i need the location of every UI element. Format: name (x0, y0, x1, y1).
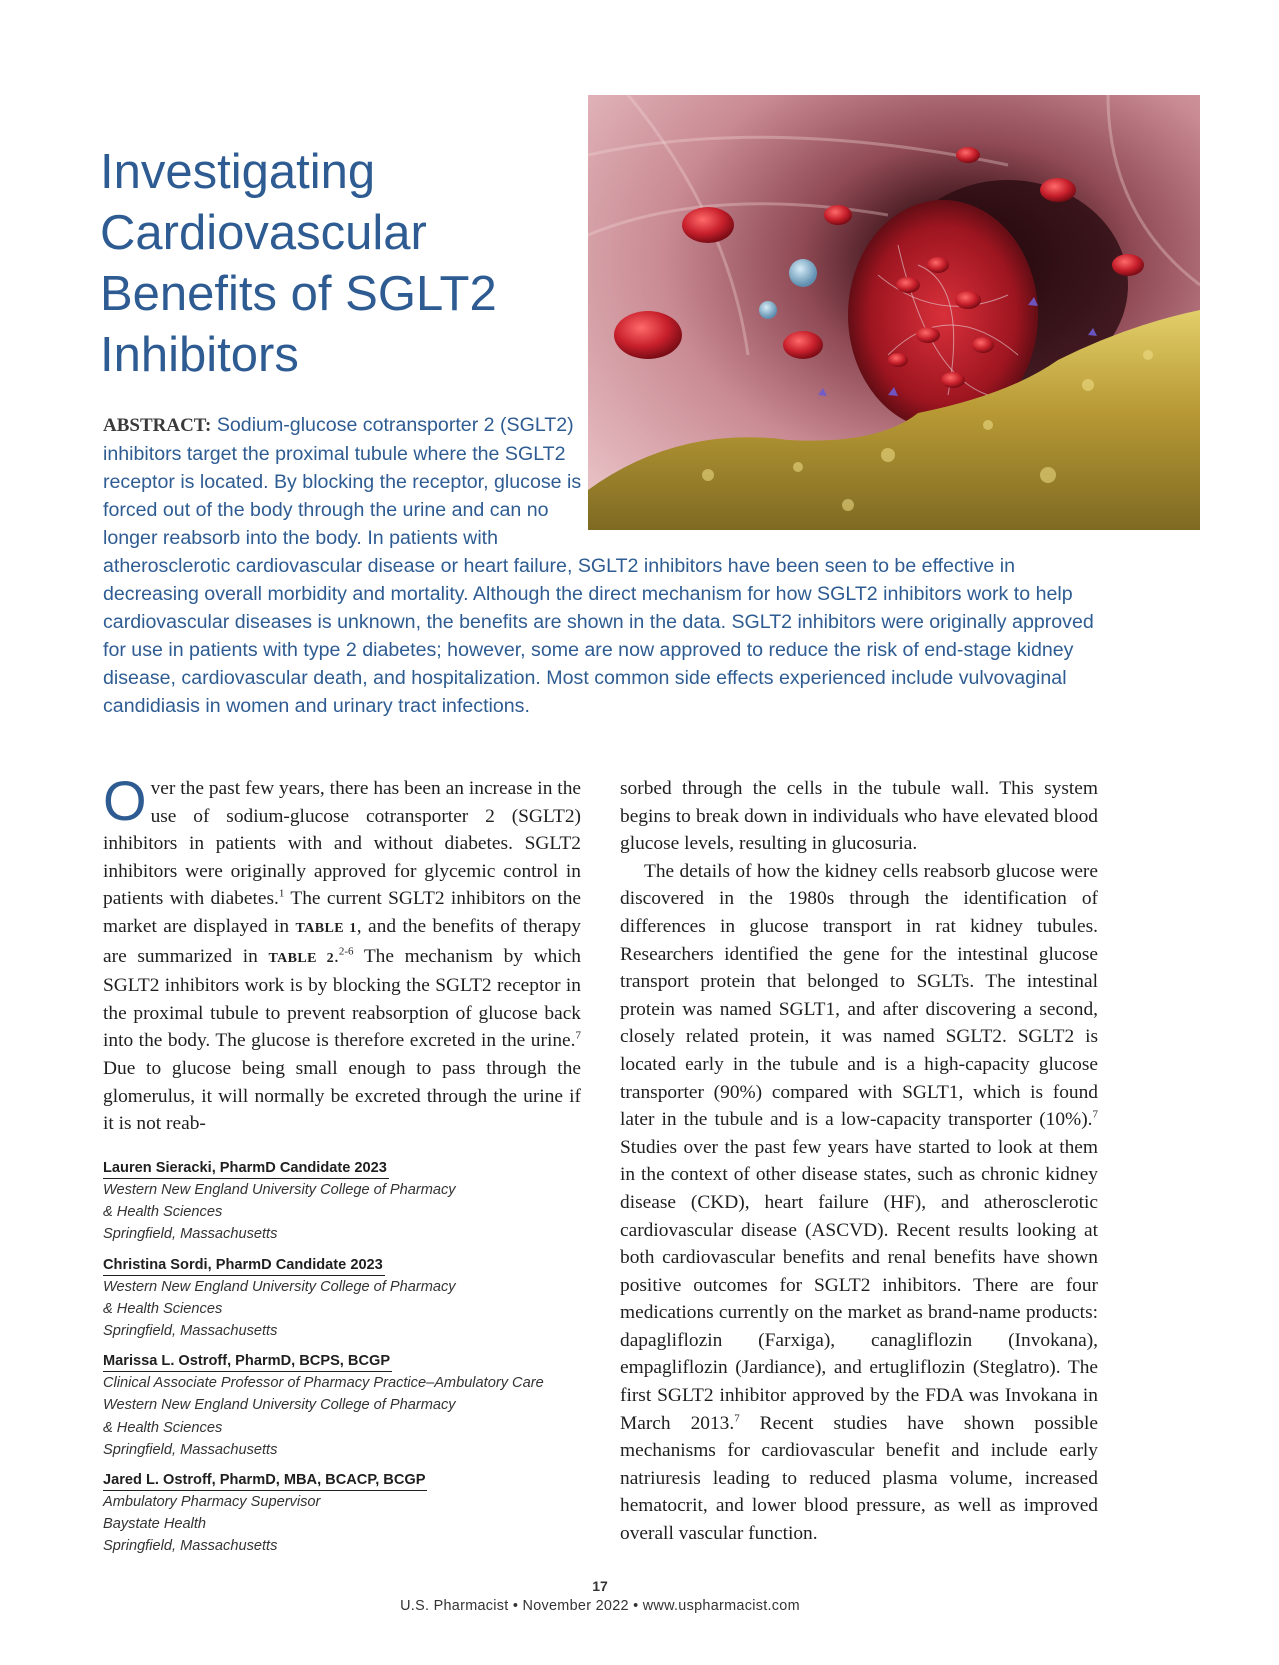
author-affiliation: & Health Sciences (103, 1300, 223, 1317)
body-text: The details of how the kidney cells reabsorb glucose were discovered in the 1980s through the identification of differences in glucose transport in rat kidney tubules. Researchers identified the gene for the intestinal glucose transport protein that belonged to SGLTs. The intestinal protein was named SGLT1, and after discovering a second, closely related protein, it was named SGLT2. SGLT2 is located early in the tubule and is a high-capacity glucose transporter (90%) compared with SGLT1, which is found later in the tubule and is a low-capacity transporter (10%). (620, 860, 1098, 1131)
image-credit: © gettyimages.com / JobsonHealthcare (1189, 603, 1279, 647)
author-block (103, 1470, 603, 1558)
body-text: Recent studies have shown possible mechanisms for cardiovascular benefit and include early natriuresis leading to reduced plasma volume, increased hematocrit, and lower blood pressure, as well as improved overall vascular function. (620, 1412, 1098, 1545)
author-block (103, 1255, 603, 1343)
author-block (103, 1351, 603, 1461)
article-title: Investigating Cardiovascular Benefits of SGLT2 Inhibitors (100, 145, 497, 382)
drop-cap: O (103, 769, 147, 832)
author-name: Lauren Sieracki, PharmD Candidate 2023 (103, 1158, 389, 1179)
author-affiliation: Western New England University College of Pharmacy (103, 1278, 456, 1295)
author-list (103, 1158, 603, 1567)
body-column-left (103, 769, 582, 1138)
author-block (103, 1158, 603, 1246)
reference-superscript: 7 (1092, 1108, 1098, 1121)
author-affiliation: Baystate Health (103, 1516, 207, 1533)
body-text: Due to glucose being small enough to pass through the glomerulus, it will normally be excreted through the urine if it is not reab- (103, 1057, 581, 1135)
body-text: , and the benefits of therapy are summarized in (103, 915, 582, 967)
author-affiliation: Western New England University College of Pharmacy (103, 1397, 456, 1414)
abstract (103, 411, 1108, 720)
page-number: 17 (592, 1578, 608, 1594)
image-wrap-spacer (608, 411, 1108, 537)
author-location: Springfield, Massachusetts (103, 1226, 278, 1243)
abstract-text: Sodium-glucose cotransporter 2 (SGLT2) inhibitors target the proximal tubule where the SGLT2 receptor is located. By blocking the receptor, glucose is forced out of the body through the urine and can no longer reabsorb into the body. In patients with atherosclerotic cardiovascular disease or heart failure, SGLT2 inhibitors have been seen to be effective in decreasing overall morbidity and mortality. Although the direct mechanism for how SGLT2 inhibitors work to help cardiovascular diseases is unknown, the benefits are shown in the data. SGLT2 inhibitors were originally approved for use in patients with type 2 diabetes; however, some are now approved to reduce the risk of end-stage kidney disease, cardiovascular death, and hospitalization. Most common side effects experienced include vulvovaginal candidiasis in women and urinary tract infections. (103, 414, 1094, 717)
author-affiliation: & Health Sciences (103, 1419, 223, 1436)
body-text: Studies over the past few years have started to look at them in the context of other disease states, such as chronic kidney disease (CKD), heart failure (HF), and atherosclerotic cardiovascular disease (ASCVD). Recent results looking at both cardiovascular benefits and renal benefits have shown positive outcomes for SGLT2 inhibitors. There are four medications currently on the market as brand-name products: dapagliflozin (Farxiga), canagliflozin (Invokana), empagliflozin (Jardiance), and ertugliflozin (Steglatro). The first SGLT2 inhibitor approved by the FDA was Invokana in March 2013. (620, 1136, 1098, 1434)
author-name: Christina Sordi, PharmD Candidate 2023 (103, 1255, 385, 1276)
author-title: Clinical Associate Professor of Pharmacy Practice–Ambulatory Care (103, 1375, 544, 1392)
reference-superscript: 2-6 (338, 945, 354, 958)
author-location: Springfield, Massachusetts (103, 1441, 278, 1458)
body-paragraph-1 (103, 769, 582, 1138)
body-column-right (620, 775, 1098, 1548)
reference-superscript: 1 (278, 887, 285, 900)
author-name: Marissa L. Ostroff, PharmD, BCPS, BCGP (103, 1351, 392, 1372)
author-affiliation: & Health Sciences (103, 1204, 223, 1221)
body-paragraph-2 (620, 858, 1098, 1548)
author-location: Springfield, Massachusetts (103, 1538, 278, 1555)
abstract-label: ABSTRACT: (103, 415, 212, 436)
table-2-link[interactable]: TABLE 2 (268, 950, 334, 966)
publication-footer: U.S. Pharmacist • November 2022 • www.uspharmacist.com (400, 1598, 800, 1614)
body-text: ver the past few years, there has been an increase in the use of sodium-glucose cotransporter 2 (SGLT2) inhibitors in patients with and without diabetes. SGLT2 inhibitors were originally approved for glycemic control in patients with diabetes. (103, 778, 581, 910)
reference-superscript: 7 (575, 1029, 581, 1042)
table-1-link[interactable]: TABLE 1 (295, 920, 357, 936)
author-affiliation: Western New England University College of Pharmacy (103, 1182, 456, 1198)
body-text: The current SGLT2 inhibitors on the market are displayed in (103, 888, 582, 937)
body-text: The mechanism by which SGLT2 inhibitors work is by blocking the SGLT2 receptor in the proximal tubule to prevent reabsorption of glucose back into the body. The glucose is therefore excreted in the urine. (103, 945, 582, 1052)
author-name: Jared L. Ostroff, PharmD, MBA, BCACP, BCGP (103, 1470, 427, 1491)
author-title: Ambulatory Pharmacy Supervisor (103, 1494, 321, 1511)
body-paragraph-1-continued: sorbed through the cells in the tubule wall. This system begins to break down in individuals who have elevated blood glucose levels, resulting in glucosuria. (620, 778, 1098, 855)
author-location: Springfield, Massachusetts (103, 1323, 278, 1340)
body-text: . (334, 945, 339, 967)
reference-superscript: 7 (734, 1412, 740, 1425)
